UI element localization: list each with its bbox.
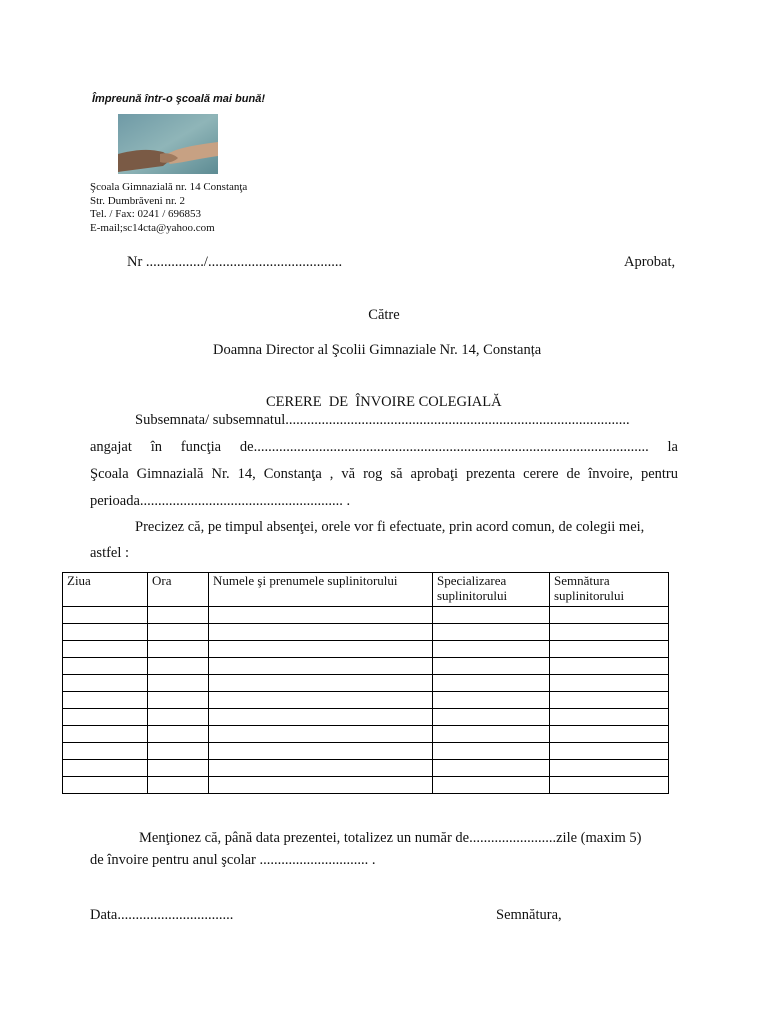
table-cell[interactable] — [63, 777, 148, 794]
table-cell[interactable] — [550, 777, 669, 794]
header-specializare: Specializarea suplinitorului — [433, 573, 550, 607]
table-cell[interactable] — [209, 675, 433, 692]
table-cell[interactable] — [63, 743, 148, 760]
header-nume: Numele şi prenumele suplinitorului — [209, 573, 433, 607]
request-line-school: Şcoala Gimnazială Nr. 14, Constanţa , vă rog să aprobaţi prezenta cerere de învoire, pentru — [90, 466, 678, 482]
table-cell[interactable] — [550, 692, 669, 709]
table-cell[interactable] — [209, 692, 433, 709]
table-cell[interactable] — [63, 624, 148, 641]
table-cell[interactable] — [433, 777, 550, 794]
table-cell[interactable] — [63, 709, 148, 726]
table-cell[interactable] — [63, 675, 148, 692]
request-line-function: angajat în funcţia de............................................................................................................. la — [90, 439, 678, 455]
school-street: Str. Dumbrăveni nr. 2 — [90, 195, 186, 207]
addressee-recipient: Doamna Director al Şcolii Gimnaziale Nr. 14, Constanța — [213, 342, 542, 358]
mention-line-2: de învoire pentru anul şcolar .............................. . — [90, 852, 376, 868]
request-title: CERERE DE ÎNVOIRE COLEGIALĂ — [266, 394, 502, 410]
addressee-to: Către — [368, 307, 400, 323]
handshake-photo — [118, 114, 218, 174]
table-row — [63, 777, 669, 794]
table-cell[interactable] — [148, 760, 209, 777]
table-row — [63, 607, 669, 624]
table-cell[interactable] — [209, 624, 433, 641]
table-cell[interactable] — [550, 641, 669, 658]
table-cell[interactable] — [148, 675, 209, 692]
table-cell[interactable] — [433, 607, 550, 624]
table-cell[interactable] — [550, 743, 669, 760]
table-cell[interactable] — [148, 641, 209, 658]
school-email: E-mail;sc14cta@yahoo.com — [90, 222, 215, 234]
table-row — [63, 658, 669, 675]
signature-label: Semnătura, — [496, 907, 562, 923]
table-cell[interactable] — [550, 658, 669, 675]
table-cell[interactable] — [148, 726, 209, 743]
table-cell[interactable] — [63, 607, 148, 624]
request-line-period: perioada........................................................ . — [90, 493, 351, 509]
table-cell[interactable] — [148, 692, 209, 709]
table-cell[interactable] — [550, 607, 669, 624]
school-phone: Tel. / Fax: 0241 / 696853 — [90, 208, 202, 220]
request-line-precize: Precizez că, pe timpul absenţei, orele vor fi efectuate, prin acord comun, de colegii mei, — [135, 519, 645, 535]
table-row — [63, 743, 669, 760]
table-cell[interactable] — [148, 709, 209, 726]
table-cell[interactable] — [209, 658, 433, 675]
table-cell[interactable] — [550, 760, 669, 777]
table-cell[interactable] — [433, 641, 550, 658]
table-cell[interactable] — [550, 709, 669, 726]
registry-number: Nr ................/..................................... — [127, 254, 343, 270]
table-cell[interactable] — [148, 658, 209, 675]
table-cell[interactable] — [209, 641, 433, 658]
table-cell[interactable] — [209, 760, 433, 777]
table-cell[interactable] — [63, 641, 148, 658]
request-line-name: Subsemnata/ subsemnatul............................................................................................... — [135, 412, 630, 428]
table-cell[interactable] — [433, 709, 550, 726]
table-cell[interactable] — [433, 624, 550, 641]
table-cell[interactable] — [209, 726, 433, 743]
table-row — [63, 624, 669, 641]
table-cell[interactable] — [433, 675, 550, 692]
table-row — [63, 760, 669, 777]
school-name: Şcoala Gimnazială nr. 14 Constanţa — [90, 181, 248, 193]
table-cell[interactable] — [148, 624, 209, 641]
table-cell[interactable] — [63, 658, 148, 675]
substitute-table — [62, 572, 669, 794]
table-row — [63, 641, 669, 658]
table-cell[interactable] — [148, 743, 209, 760]
date-field: Data................................ — [90, 907, 234, 923]
table-cell[interactable] — [209, 777, 433, 794]
table-cell[interactable] — [209, 743, 433, 760]
header-ora: Ora — [148, 573, 209, 607]
table-header-row — [63, 573, 669, 607]
approved-label: Aprobat, — [624, 254, 676, 270]
table-cell[interactable] — [148, 777, 209, 794]
table-cell[interactable] — [433, 692, 550, 709]
table-row — [63, 726, 669, 743]
table-cell[interactable] — [550, 726, 669, 743]
table-cell[interactable] — [148, 607, 209, 624]
table-cell[interactable] — [550, 675, 669, 692]
table-row — [63, 709, 669, 726]
table-cell[interactable] — [209, 709, 433, 726]
request-line-astfel: astfel : — [90, 545, 130, 561]
table-cell[interactable] — [433, 726, 550, 743]
table-cell[interactable] — [209, 607, 433, 624]
header-ziua: Ziua — [63, 573, 148, 607]
table-cell[interactable] — [63, 760, 148, 777]
table-cell[interactable] — [63, 692, 148, 709]
header-semnatura: Semnătura suplinitorului — [550, 573, 669, 607]
table-cell[interactable] — [433, 743, 550, 760]
table-row — [63, 675, 669, 692]
table-cell[interactable] — [63, 726, 148, 743]
table-cell[interactable] — [433, 760, 550, 777]
table-row — [63, 692, 669, 709]
table-cell[interactable] — [433, 658, 550, 675]
mention-line-1: Menţionez că, până data prezentei, totalizez un număr de........................zile (maxim 5) — [139, 830, 642, 846]
school-motto: Împreună într-o şcoală mai bună! — [92, 93, 265, 105]
table-cell[interactable] — [550, 624, 669, 641]
